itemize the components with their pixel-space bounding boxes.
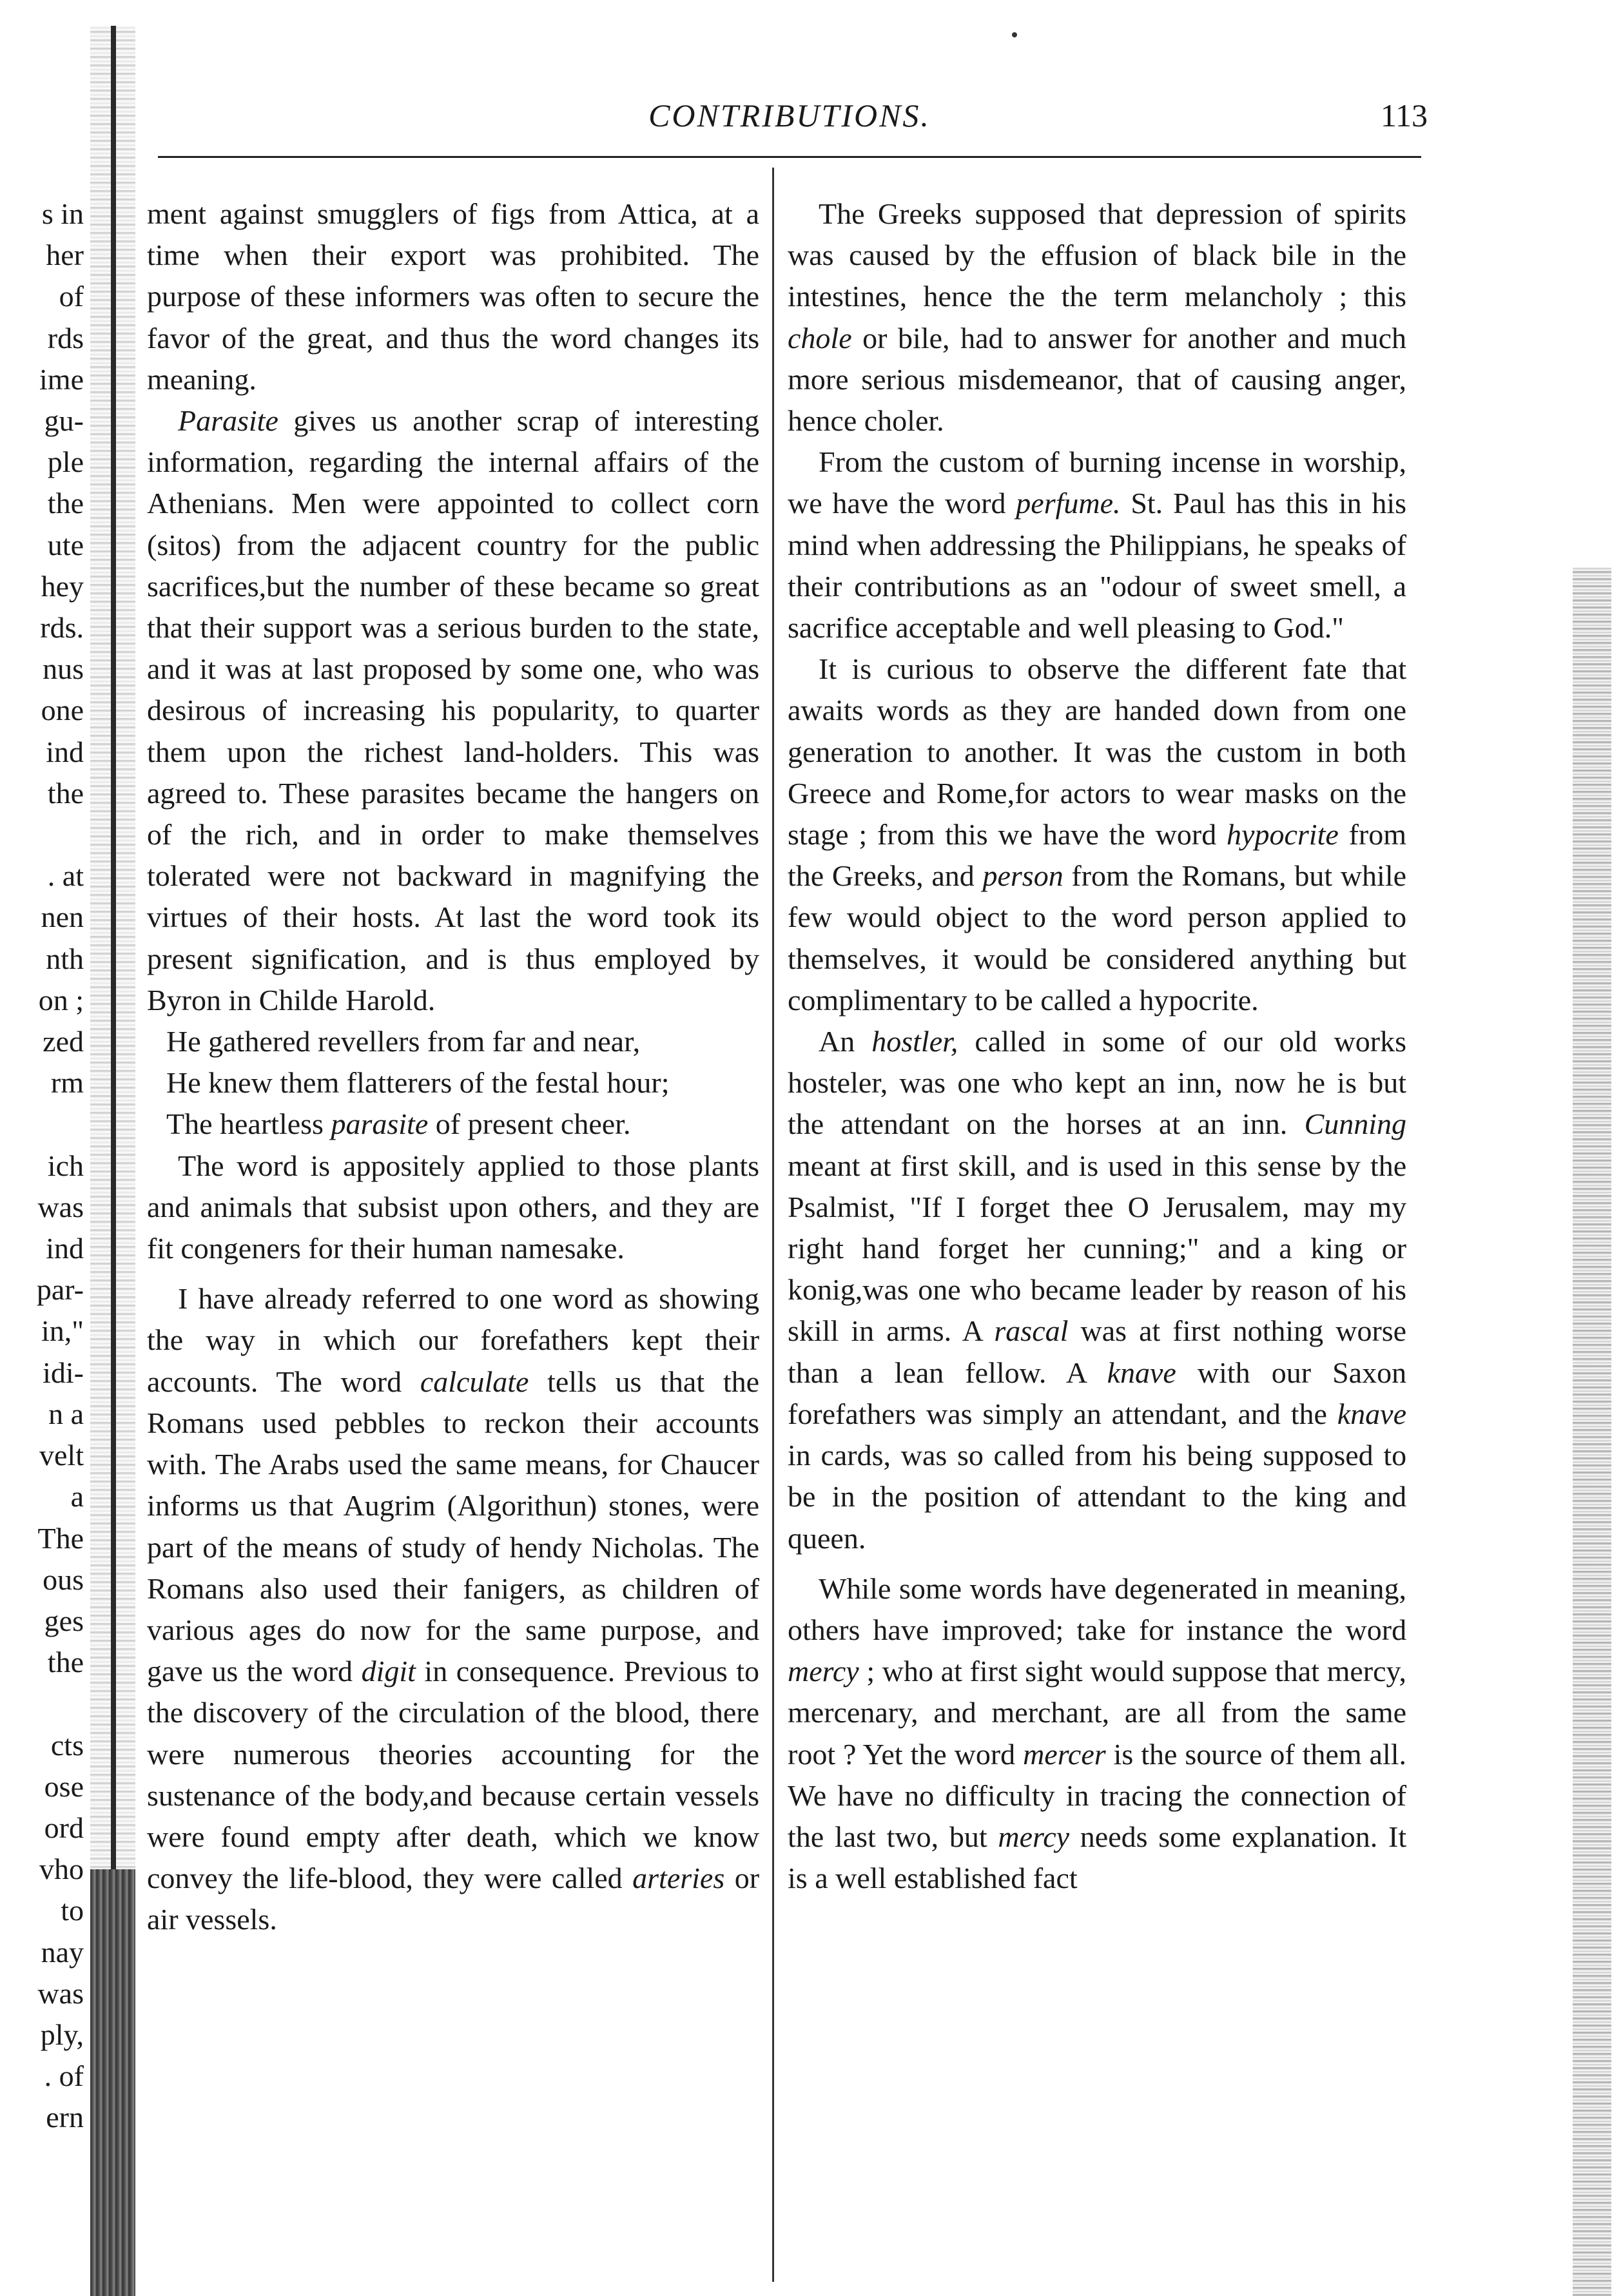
gutter-fragment: ose [44,1769,84,1803]
gutter-fragment: ord [44,1811,84,1844]
gutter-fragment: one [41,694,84,727]
gutter-fragment: ern [46,2101,84,2134]
gutter-fragment: zed [43,1025,84,1058]
gutter-fragment: a [70,1480,84,1513]
gutter-fragment: cts [50,1728,84,1762]
gutter-fragment [0,1683,84,1724]
gutter-fragment: ind [46,735,84,768]
gutter-fragment: ime [39,362,84,396]
gutter-fragment: was [37,1190,84,1223]
paragraph: While some words have degenerated in meaning, others have improved; take for instance the word mercy ; who at first sight would suppose that mercy, mercenary, and merchant, are all from the same root ? Yet the word mercer is the source of them all. We have no difficulty in tracing the connection of the last two, but mercy needs some explanation. It is a well established fact [788,1571,1407,1895]
gutter-fragment: s in [41,197,84,230]
paragraph: ment against smugglers of figs from Attica, at a time when their export was prohibited. The purpose of these informers was often to secure the favor of the great, and thus the word changes its meaning. [147,197,760,396]
gutter-fragment: on ; [38,983,84,1017]
ink-speck [1012,32,1017,37]
gutter-fragment: ute [47,528,84,561]
gutter-fragment: was [37,1976,84,2010]
gutter-fragment: rds [47,321,84,355]
left-column [147,193,759,1941]
paragraph: I have already referred to one word as showing the way in which our forefathers kept their accounts. The word calculate tells us that the Romans used pebbles to reckon their accounts with. The Arabs used the same means, for Chaucer informs us that Augrim (Algorithun) stones, were part of the means of study of hendy Nicholas. The Romans also used their fanigers, as children of various ages do now for the same purpose, and gave us the word digit in consequence. Previous to the discovery of the circulation of the blood, there were numerous theories accounting for the sustenance of the body,and because certain vessels were found empty after death, which we know convey the life-blood, they were called arteries or air vessels. [147,1282,760,1936]
gutter-fragment: nus [43,652,84,686]
gutter-fragment: in," [41,1314,84,1348]
paragraph: An hostler, called in some of our old works hosteler, was one who kept an inn, now he is but the attendant on the horses at an inn. Cunning meant at first skill, and is used in this sense by the Psalmist, "If I forget thee O Jerusalem, may my right hand forget her cunning;" and a king or konig,was one who became leader by reason of his skill in arms. A rascal was at first nothing worse than a lean fellow. A knave with our Saxon forefathers was simply an attendant, and the knave in cards, was so called from his being supposed to be in the position of attendant to the king and queen. [788,1025,1407,1555]
gutter-fragment: . of [44,2059,84,2093]
gutter-fragment: n a [48,1397,84,1430]
binding-dark-edge [90,1869,135,2296]
running-title: CONTRIBUTIONS. [648,97,931,133]
gutter-fragment: gu- [44,404,84,438]
gutter-fragment: the [47,776,84,810]
paragraph: It is curious to observe the different fate that awaits words as they are handed down from one generation to another. It was the custom in both Greece and Rome,for actors to wear masks on the stage ; from this we have the word hypocrite from the Greeks, and person from the Romans, but while few would object to the word person applied to themselves, it would be considered anything but complimentary to be called a hypocrite. [788,652,1407,1017]
gutter-fragment: ply, [40,2018,84,2051]
gutter-fragment: ous [43,1562,84,1596]
gutter-fragment [0,814,84,855]
gutter-fragment: ind [46,1232,84,1265]
right-column [788,193,1406,1899]
gutter-fragment: idi- [43,1356,84,1389]
adjacent-page-fragments [0,193,84,2139]
gutter-fragment: nen [41,900,84,934]
gutter-fragment: velt [39,1439,84,1472]
gutter-fragment: ich [47,1149,84,1182]
paragraph: The Greeks supposed that depression of spirits was caused by the effusion of black bile in the intestines, hence the the term melancholy ; this chole or bile, had to answer for another and much more serious misdemeanor, that of causing anger, hence choler. [788,197,1407,438]
gutter-fragment [0,1104,84,1145]
verse-line: He gathered revellers from far and near, [166,1025,641,1058]
gutter-fragment: ges [44,1604,84,1637]
gutter-fragment: nay [41,1935,84,1969]
gutter-fragment: nth [46,942,84,975]
header-rule [158,156,1421,158]
verse-line: The heartless parasite of present cheer. [166,1107,631,1141]
gutter-fragment: vho [39,1853,84,1886]
paragraph: From the custom of burning incense in worship, we have the word perfume. St. Paul has this in his mind when addressing the Philippians, he speaks of their contributions as an "odour of sweet smell, a sacrifice acceptable and well pleasing to God." [788,445,1407,645]
page-edge-speckle [1573,567,1611,2296]
gutter-fragment: par- [36,1273,84,1307]
gutter-fragment: rm [50,1066,84,1100]
gutter-fragment: The [37,1521,84,1555]
gutter-fragment: rds. [40,611,84,645]
gutter-fragment: the [47,487,84,520]
gutter-fragment: hey [41,569,84,603]
verse-line: He knew them flatterers of the festal hour; [166,1066,670,1100]
column-divider [772,168,774,2282]
gutter-fragment: . at [47,859,84,893]
page-number: 113 [1380,97,1428,133]
gutter-fragment: to [61,1894,84,1927]
gutter-fragment: ple [47,445,84,479]
paragraph: Parasite gives us another scrap of interesting information, regarding the internal affairs of the Athenians. Men were appointed to collect corn (sitos) from the adjacent country for the public sacrifices,but the number of these became so great that their support was a serious burden to the state, and it was at last proposed by some one, who was desirous of increasing his popularity, to quarter them upon the richest land-holders. This was agreed to. These parasites became the hangers on of the rich, and in order to make themselves tolerated were not backward in magnifying the virtues of their hosts. At last the word took its present signification, and is thus employed by Byron in Childe Harold. [147,404,760,1017]
paragraph: The word is appositely applied to those plants and animals that subsist upon others, and they are fit congeners for their human namesake. [147,1149,760,1265]
gutter-fragment: her [46,238,84,272]
gutter-fragment: of [59,280,84,313]
gutter-fragment: the [47,1646,84,1679]
